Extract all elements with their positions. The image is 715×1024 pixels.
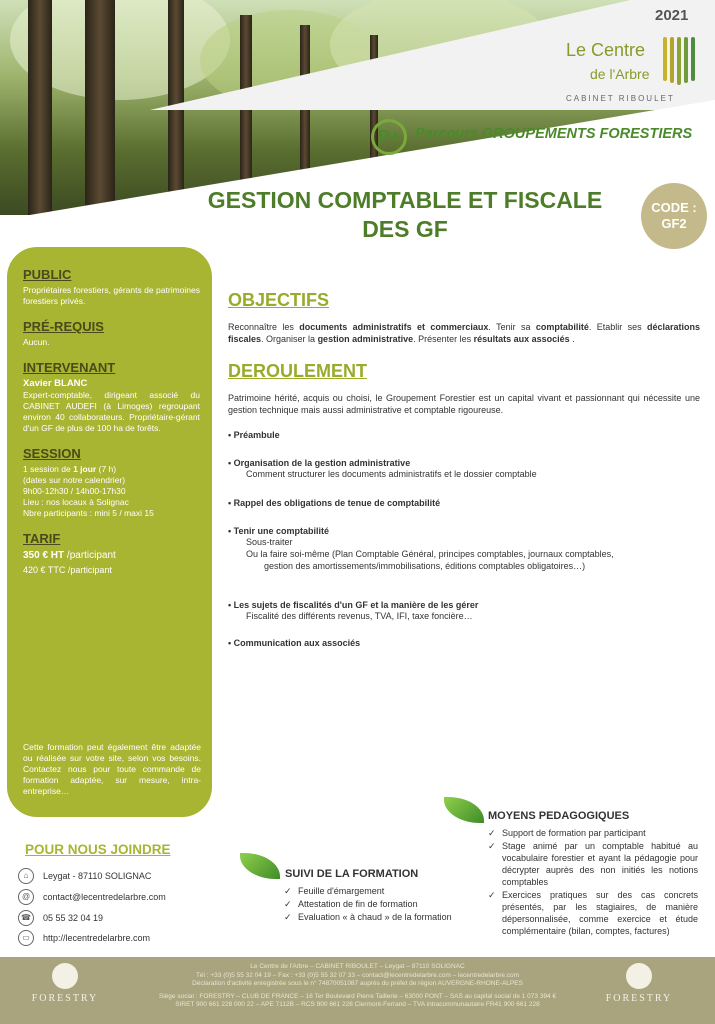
session-heading: SESSION [23, 446, 81, 461]
footer [0, 957, 715, 1024]
page-title [180, 186, 630, 244]
public-text: Propriétaires forestiers, gérants de patrimoines forestiers privés. [23, 285, 200, 306]
contact-email[interactable]: @ contact@lecentredelarbre.com [18, 889, 166, 905]
footer-legal: Le Centre de l'Arbre – CABINET RIBOULET – Leygat – 87110 SOLIGNAC Tél : +33 (0)5 55 32 04 19 – Fax : +33 (0)5 55 32 07 33 – contact@lecentredelarbre.com – lecentredelarbre.com Déclaration d'activité enregistrée sous le n° 74870051087 auprès du préfet de région AUVERGNE-RHONE-ALPES Siège social : FORESTRY – CLUB DE FRANCE – 16 Ter Boulevard Pierre Taillerie – 63000 PONT – SAS au capital social de 1 073 394 € SIRET 900 661 228 000 22 – APE 7112B – RCS 900 661 228 Clermont-Ferrand – TVA intracommunautaire FR41 900 661 228 [158, 963, 557, 1008]
deroulement-heading: DEROULEMENT [228, 361, 367, 381]
list-item: ✓ Feuille d'émargement [284, 886, 385, 896]
moyens-list [488, 827, 698, 938]
program-sub: gestion des amortissements/immobilisations, éditions comptables obligatoires…) [264, 561, 586, 571]
session-line5: Nbre participants : mini 5 / maxi 15 [23, 508, 154, 518]
check-icon: ✓ [488, 890, 496, 900]
check-icon: ✓ [488, 841, 496, 851]
check-icon: ✓ [284, 899, 292, 909]
program-item-fiscalite: • Les sujets de fiscalités d'un GF et la manière de les gérer [228, 600, 479, 610]
parcours-plus-icon: P+ [371, 119, 407, 155]
footer-logo-left: FORESTRY [30, 963, 100, 1004]
phone-icon: ☎ [18, 910, 34, 926]
tarif-ht: 350 € HT /participant [23, 550, 116, 561]
prereq-text: Aucun. [23, 337, 50, 347]
parcours-title: Parcours GROUPEMENTS FORESTIERS [415, 126, 693, 142]
intervenant-heading: INTERVENANT [23, 360, 116, 375]
list-item: ✓ Attestation de fin de formation [284, 899, 418, 909]
custom-training-note: Cette formation peut également être adaptée ou réalisée sur votre site, selon vos besoins. Contactez nous pour toute commande de formation adaptée, sur mesure, intra-entreprise… [23, 742, 201, 796]
moyens-heading: MOYENS PEDAGOGIQUES [488, 810, 630, 822]
program-item-communication: • Communication aux associés [228, 638, 361, 648]
logo-line2: de l'Arbre [590, 66, 650, 82]
location-icon: ⌂ [18, 868, 34, 884]
program-sub: Ou la faire soi-même (Plan Comptable Général, principes comptables, journaux comptables, [246, 549, 614, 559]
public-heading: PUBLIC [23, 267, 72, 282]
program-item-tenir: • Tenir une comptabilité [228, 526, 329, 536]
contact-phone[interactable]: ☎ 05 55 32 04 19 [18, 910, 103, 926]
check-icon: ✓ [488, 828, 496, 838]
session-line1: 1 session de 1 jour (7 h) [23, 464, 117, 474]
tarif-heading: TARIF [23, 531, 61, 546]
info-sidebar [7, 247, 212, 817]
main-content [228, 290, 700, 648]
contact-website[interactable]: ▭ http://lecentredelarbre.com [18, 930, 150, 946]
intervenant-name: Xavier BLANC [23, 378, 88, 389]
list-item: ✓ Exercices pratiques sur des cas concrets présentés, par les stagiaires, de manière dépersonnalisée, comme exercice et étude complémentaire (bilan, comptes, factures) [488, 890, 698, 936]
program-sub: Comment structurer les documents administratifs et le dossier comptable [246, 469, 537, 479]
program-item-obligations: • Rappel des obligations de tenue de comptabilité [228, 498, 441, 508]
list-item: ✓ Support de formation par participant [488, 828, 646, 838]
contact-heading: POUR NOUS JOINDRE [25, 842, 171, 857]
list-item: ✓ Evaluation « à chaud » de la formation [284, 912, 452, 922]
session-line3: 9h00-12h30 / 14h00-17h30 [23, 486, 126, 496]
program-item-organisation: • Organisation de la gestion administrative [228, 458, 411, 468]
objectifs-heading: OBJECTIFS [228, 290, 330, 310]
website-icon: ▭ [18, 930, 34, 946]
year: 2021 [655, 7, 689, 24]
program-item-preambule: • Préambule [228, 430, 280, 440]
title-line1: GESTION COMPTABLE ET FISCALE [207, 187, 603, 213]
tree-icon [626, 963, 652, 989]
leaf-icon [444, 797, 484, 823]
code-value: GF2 [661, 216, 687, 231]
list-item: ✓ Stage animé par un comptable habitué au vocabulaire forestier et ayant la pédagogie pour décrypter auprès des non initiés les notions comptables [488, 841, 698, 887]
session-line4: Lieu : nos locaux à Solignac [23, 497, 129, 507]
suivi-list [284, 885, 464, 924]
tree-icon [52, 963, 78, 989]
footer-logo-right: FORESTRY [604, 963, 674, 1004]
logo-bars-icon [663, 37, 695, 85]
intervenant-text: Expert-comptable, dirigeant associé du CABINET AUDEFI (à Limoges) regroupant environ 40 collaborateurs. Propriétaire-gérant d'un GF de plus de 100 ha de forêts. [23, 390, 200, 433]
objectifs-text: Reconnaître les documents administratifs et commerciaux. Tenir sa comptabilité. Etablir ses déclarations fiscales. Organiser la gestion administrative. Présenter les résultats aux associés . [228, 322, 700, 344]
deroulement-intro: Patrimoine hérité, acquis ou choisi, le Groupement Forestier est un capital vivant et passionnant qui nécessite une gestion technique mais aussi administrative et comptable rigoureuse. [228, 393, 700, 415]
prereq-heading: PRÉ-REQUIS [23, 319, 104, 334]
logo-line1: Le Centre [566, 40, 646, 60]
leaf-icon [240, 853, 280, 879]
program-sub: Fiscalité des différents revenus, TVA, IFI, taxe foncière… [246, 611, 473, 621]
title-line2: DES GF [362, 216, 448, 242]
code-label: CODE : [651, 200, 697, 215]
suivi-heading: SUIVI DE LA FORMATION [285, 868, 419, 880]
contact-address: ⌂ Leygat - 87110 SOLIGNAC [18, 868, 151, 884]
email-icon: @ [18, 889, 34, 905]
check-icon: ✓ [284, 912, 292, 922]
program-sub: Sous-traiter [246, 537, 293, 547]
logo-subtitle: CABINET RIBOULET [566, 94, 675, 103]
tarif-ttc: 420 € TTC /participant [23, 565, 112, 575]
code-badge [641, 183, 707, 249]
session-line2: (dates sur notre calendrier) [23, 475, 126, 485]
check-icon: ✓ [284, 886, 292, 896]
